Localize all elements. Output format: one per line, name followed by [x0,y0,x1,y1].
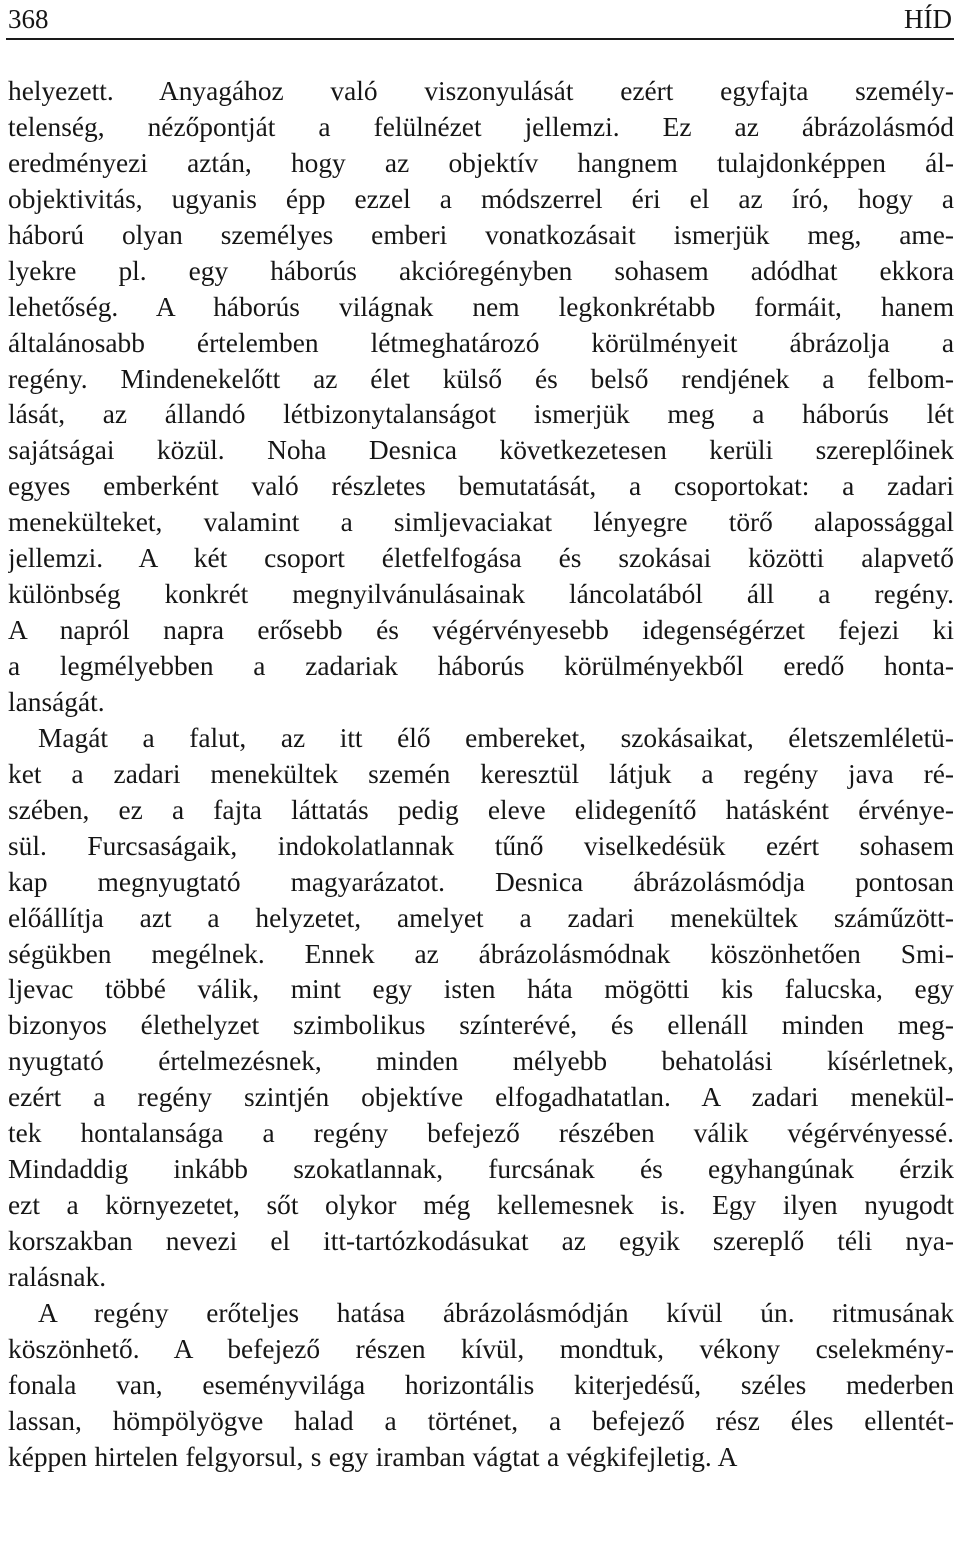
header-rule [6,38,954,40]
text-line: A regény erőteljes hatása ábrázolásmódján kívül ún. ritmusának [38,1297,954,1328]
text-line: A napról napra erősebb és végérvényesebb idegenségérzet fejezi ki [8,615,954,646]
page-number: 368 [8,4,49,34]
text-line: ljevac többé válik, mint egy isten háta mögötti kis falucska, egy [8,974,954,1005]
text-line: lását, az állandó létbizonytalanságot ismerjük meg a háborús lét [8,399,954,430]
text-line: telenség, nézőpontját a felülnézet jellemzi. Ez az ábrázolásmód [8,111,954,142]
text-line: köszönhető. A befejező részen kívül, mondtuk, vékony cselekmény- [8,1333,954,1364]
paragraph [8,74,954,721]
text-line: egyes emberként való részletes bemutatását, a csoportokat: a zadari [8,471,954,502]
text-line: Mindaddig inkább szokatlannak, furcsának és egyhangúnak érzik [8,1154,954,1185]
text-line: háború olyan személyes emberi vonatkozásait ismerjük meg, ame- [8,219,954,250]
text-line: képpen hirtelen felgyorsul, s egy iramban vágtat a végkifejletig. A [8,1441,738,1472]
text-line: lehetőség. A háborús világnak nem legkonkrétabb formáit, hanem [8,291,954,322]
text-line: lassan, hömpölyögve halad a történet, a befejező rész éles ellentét- [8,1405,954,1436]
text-line: ségükben megélnek. Ennek az ábrázolásmódnak köszönhetően Smi- [8,938,954,969]
text-line: Magát a falut, az itt élő embereket, szokásaikat, életszemléletü- [38,722,954,753]
text-line: szében, ez a fajta láttatás pedig eleve elidegenítő hatásként érvénye- [8,794,954,825]
text-line: sajátságai közül. Noha Desnica következetesen kerüli szereplőinek [8,435,954,466]
text-line: általánosabb értelemben létmeghatározó körülményeit ábrázolja a [8,327,954,358]
text-line: nyugtató értelmezésnek, minden mélyebb behatolási kísérletnek, [8,1046,954,1077]
text-line: a legmélyebben a zadariak háborús körülményekből eredő honta- [8,651,954,681]
text-line: sül. Furcsaságaik, indokolatlannak tűnő viselkedésük ezért sohasem [8,830,954,861]
text-line: előállítja azt a helyzetet, amelyet a zadari menekültek száműzött- [8,902,954,933]
text-line: objektivitás, ugyanis épp ezzel a módszerrel éri el az író, hogy a [8,183,954,214]
journal-title: HÍD [904,4,952,34]
text-line: ezt a környezetet, sőt olykor még kellemesnek is. Egy ilyen nyugodt [8,1190,954,1221]
text-line: menekülteket, valamint a simljevaciakat lényegre törő alapossággal [8,507,954,538]
text-line: helyezett. Anyagához való viszonyulását ezért egyfajta személy- [8,76,954,106]
text-line: tek hontalansága a regény befejező részében válik végérvényessé. [8,1118,954,1149]
text-line: regény. Mindenekelőtt az élet külső és belső rendjének a felbom- [8,363,954,394]
paragraph [8,721,954,1296]
text-line: jellemzi. A két csoport életfelfogása és szokásai közötti alapvető [8,543,954,574]
running-head [8,0,952,34]
text-line: fonala van, eseményvilága horizontális kiterjedésű, széles mederben [8,1369,954,1400]
text-line: korszakban nevezi el itt-tartózkodásukat az egyik szereplő téli nya- [8,1226,954,1256]
text-line: különbség konkrét megnyilvánulásainak láncolatából áll a regény. [8,579,954,610]
text-line: lanságát. [8,686,105,717]
paragraph [8,1296,954,1476]
text-line: ket a zadari menekültek szemén keresztül látjuk a regény java ré- [8,758,954,789]
text-line: eredményezi aztán, hogy az objektív hangnem tulajdonképpen ál- [8,147,954,178]
text-line: ezért a regény szintjén objektíve elfogadhatatlan. A zadari menekül- [8,1082,954,1113]
text-line: kap megnyugtató magyarázatot. Desnica ábrázolásmódja pontosan [8,866,954,897]
text-line: ralásnak. [8,1261,107,1292]
text-line: bizonyos élethelyzet szimbolikus színterévé, és ellenáll minden meg- [8,1010,954,1041]
text-line: lyekre pl. egy háborús akcióregényben sohasem adódhat ekkora [8,255,954,286]
body-text [8,74,954,1476]
